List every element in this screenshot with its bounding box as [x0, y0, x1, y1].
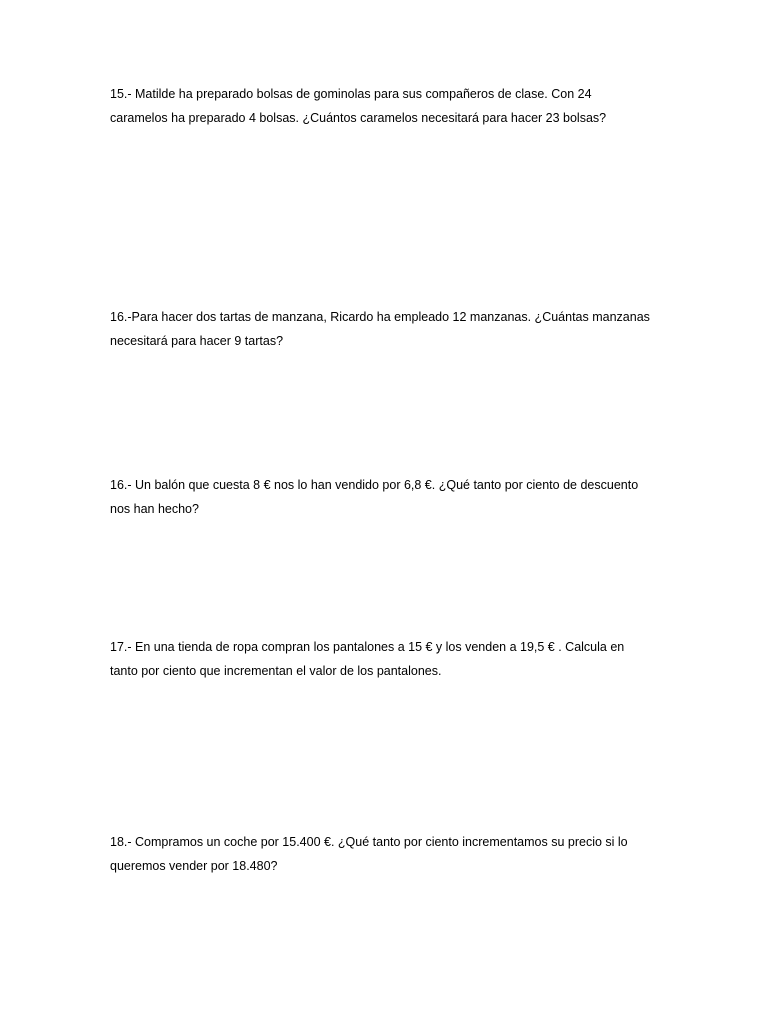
problem-15	[110, 82, 670, 130]
problem-text-line: caramelos ha preparado 4 bolsas. ¿Cuántos caramelos necesitará para hacer 23 bolsas?	[110, 111, 607, 125]
problem-text-line: queremos vender por 18.480?	[110, 859, 278, 873]
problem-18	[110, 830, 670, 878]
problem-text-line: 16.-Para hacer dos tartas de manzana, Ricardo ha empleado 12 manzanas. ¿Cuántas manzanas	[110, 310, 650, 324]
problem-16-ball	[110, 473, 670, 521]
problem-text-line: 16.- Un balón que cuesta 8 € nos lo han vendido por 6,8 €. ¿Qué tanto por ciento de descuento	[110, 478, 639, 492]
problem-text-line: nos han hecho?	[110, 502, 199, 516]
problem-text-line: 17.- En una tienda de ropa compran los pantalones a 15 € y los venden a 19,5 € . Calcula en	[110, 640, 625, 654]
problem-text-line: 15.- Matilde ha preparado bolsas de gominolas para sus compañeros de clase. Con 24	[110, 87, 592, 101]
problem-text-line: necesitará para hacer 9 tartas?	[110, 334, 284, 348]
problem-text-line: 18.- Compramos un coche por 15.400 €. ¿Qué tanto por ciento incrementamos su precio si lo	[110, 835, 628, 849]
problem-17	[110, 635, 670, 683]
problem-16-apples	[110, 305, 670, 353]
problem-text-line: tanto por ciento que incrementan el valor de los pantalones.	[110, 664, 442, 678]
